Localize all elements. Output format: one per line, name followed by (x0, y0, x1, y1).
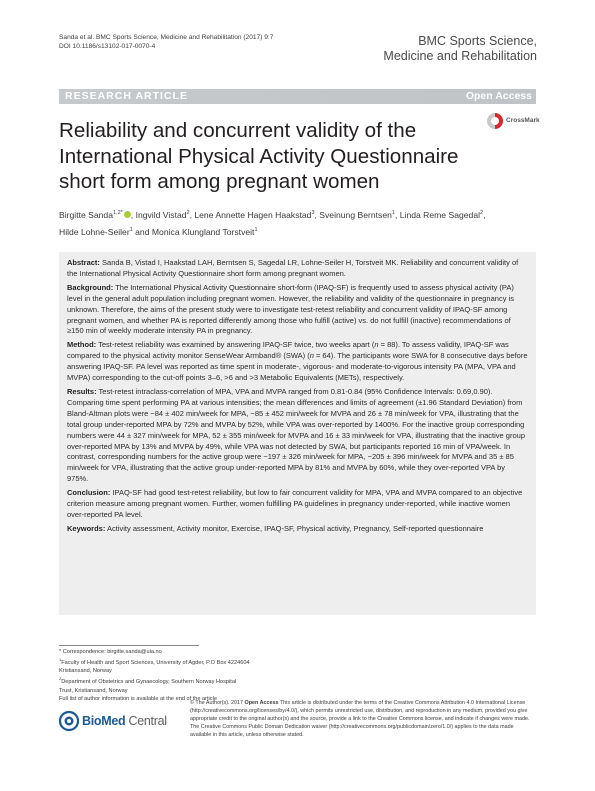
affiliation-2-cont: Trust, Kristiansand, Norway (59, 687, 128, 694)
author-list: Birgitte Sanda$^{1,2*}$ , Ingvild Vistad$^2$, Lene Annette Hagen Haakstad$^3$, Sveinung Berntsen$^1$, Linda Reme Sagedal$^2$, Hilde Lohne-Seiler$^1$ and Monica Klungland Torstveit$^1$ (59, 209, 486, 237)
article-type-banner (59, 89, 536, 104)
abstract-box (59, 252, 536, 615)
author[interactable]: Monica Klungland Torstveit$^1$ (151, 226, 258, 237)
author-info-note: Full list of author information is available at the end of the article (59, 695, 217, 702)
affiliation-1: $^1$Faculty of Health and Sport Sciences, University of Agder, P.O Box 4224604 (59, 657, 250, 667)
affiliation-1-cont: Kristiansand, Norway (59, 668, 112, 675)
article-title (59, 118, 479, 195)
biomed-central-logo-icon (59, 711, 79, 731)
author[interactable]: Linda Reme Sagedal$^2$ (399, 209, 484, 220)
abstract-keywords: Keywords: Activity assessment, Activity monitor, Exercise, IPAQ-SF, Physical activity, Pregnancy, Self-reported questionnaire (67, 523, 484, 533)
title-line3: short form among pregnant women (59, 170, 380, 193)
author[interactable]: Sveinung Berntsen$^1$ (319, 209, 395, 220)
license-statement: © The Author(s). 2017 Open Access This article is distributed under the terms of the Creative Commons Attribution 4.0 International License (http://creativecommons.org/licenses/by/4.0/), which permits unrestricted use, distribution, and reproduction in any medium, provided you give appropriate credit to the original author(s) and the source, provide a link to the Creative Commons license, and indicate if changes were made. The Creative Commons Public Domain Dedication waiver (http://creativecommons.org/publicdomain/zero/1.0/) applies to the data made available in this article, unless otherwise stated. (190, 700, 530, 738)
abstract-method: Method: Test-retest reliability was examined by answering IPAQ-SF twice, two weeks apart (n = 88). To assess validity, IPAQ-SF was compared to the physical activity monitor SenseWear Armband® (SWA) (n = 64). The participants wore SWA for 8 consecutive days before answering IPAQ-SF. PA level was reported as time spent in moderate-, vigorous- and moderate-to-vigorous intensity PA (MPA, VPA and MVPA) corresponding to the cut-off points 3–6, >6 and >3 Metabolic Equivalents (METs), respectively. (67, 340, 528, 383)
citation-header (59, 33, 273, 51)
publisher-name: BioMed Central (82, 714, 167, 728)
footnotes (59, 645, 299, 703)
orcid-icon[interactable] (124, 211, 131, 218)
publisher-logo[interactable] (59, 709, 179, 735)
crossmark-badge[interactable] (487, 113, 547, 133)
correspondence-line[interactable]: * Correspondence: birgitte.sanda@uia.no (59, 649, 162, 655)
author[interactable]: Hilde Lohne-Seiler$^1$ (59, 226, 133, 237)
citation-line: Sanda et al. BMC Sports Science, Medicine and Rehabilitation (2017) 9:7 (59, 34, 274, 41)
open-access-label: Open Access (465, 90, 532, 102)
abstract-background: Background: The International Physical Activity Questionnaire short-form (IPAQ-SF) is frequently used to assess physical activity (PA) level in the general adult population including pregnant women. However, the reliability and validity of the questionnaire in pregnancy is unknown. Therefore, the aims of the present study were to investigate test-retest reliability and concurrent validity of IPAQ-SF among pregnant women, and whether PA is reported differently among those who fulfill (active) vs. do not fulfill (inactive) recommendations of ≥150 min of weekly moderate intensity PA in pregnancy. (67, 282, 514, 336)
abstract-citation: Abstract: Sanda B, Vistad I, Haakstad LAH, Berntsen S, Sagedal LR, Lohne-Seiler H, Torstveit MK. Reliability and concurrent validity of the International Physical Activity Questionnaire short form among pregnant women. (67, 258, 519, 278)
doi-line[interactable]: DOI 10.1186/s13102-017-0070-4 (59, 43, 156, 50)
affiliation-2: $^2$Department of Obstetrics and Gynaecology, Southern Norway Hospital (59, 676, 237, 686)
abstract-results: Results: Test-retest intraclass-correlation of MPA, VPA and MVPA ranged from 0.81-0.84 (95% Confidence Intervals: 0.69,0.90). Comparing time spent performing PA at various intensities; the mean differences and limits of agreement (±1.96 Standard Deviation) from Bland-Altman plots were −84 ± 402 min/week for MPA, −85 ± 452 min/week for MVPA and 26 ± 78 min/week for VPA, illustrating that the total group under-reported MPA by 72% and MVPA by 52%, while VPA was over-reported by 1400%. For the inactive group corresponding numbers were 44 ± 327 min/week for MPA, 52 ± 355 min/week for MVPA and 16 ± 33 min/week for VPA, illustrating that the inactive group over-reported MPA by 13% and MVPA by 49%, while VPA was not detected by SWA, but participants reported 16 min of VPA/week. In contrast, corresponding numbers for the active group were −197 ± 326 min/week for MPA, −205 ± 396 min/week for MVPA and 35 ± 85 min/week for VPA, illustrating that the active group under-reported MPA by 81% and MVPA by 60%, while they over-reported VPA by 975%. (67, 386, 525, 484)
journal-name-line2: Medicine and Rehabilitation (383, 49, 537, 63)
author[interactable]: Ingvild Vistad$^2$ (135, 209, 190, 220)
crossmark-icon (487, 113, 503, 129)
journal-name (383, 34, 537, 64)
author[interactable]: Lene Annette Hagen Haakstad$^3$ (194, 209, 315, 220)
journal-name-line1: BMC Sports Science, (418, 34, 537, 48)
abstract-conclusion: Conclusion: IPAQ-SF had good test-retest reliability, but low to fair concurrent validity for MPA, VPA and MVPA compared to an objective criterion measure among pregnant women. Further, women fulfilling PA guidelines in pregnancy under-reported, while inactive women over-reported PA level. (67, 488, 523, 519)
footnote-divider (59, 645, 199, 646)
title-line1: Reliability and concurrent validity of the (59, 119, 417, 142)
author[interactable]: Birgitte Sanda$^{1,2*}$ (59, 210, 131, 220)
title-line2: International Physical Activity Questionnaire (59, 144, 459, 168)
crossmark-label: CrossMark (506, 117, 540, 124)
article-type-label: RESEARCH ARTICLE (65, 90, 188, 102)
